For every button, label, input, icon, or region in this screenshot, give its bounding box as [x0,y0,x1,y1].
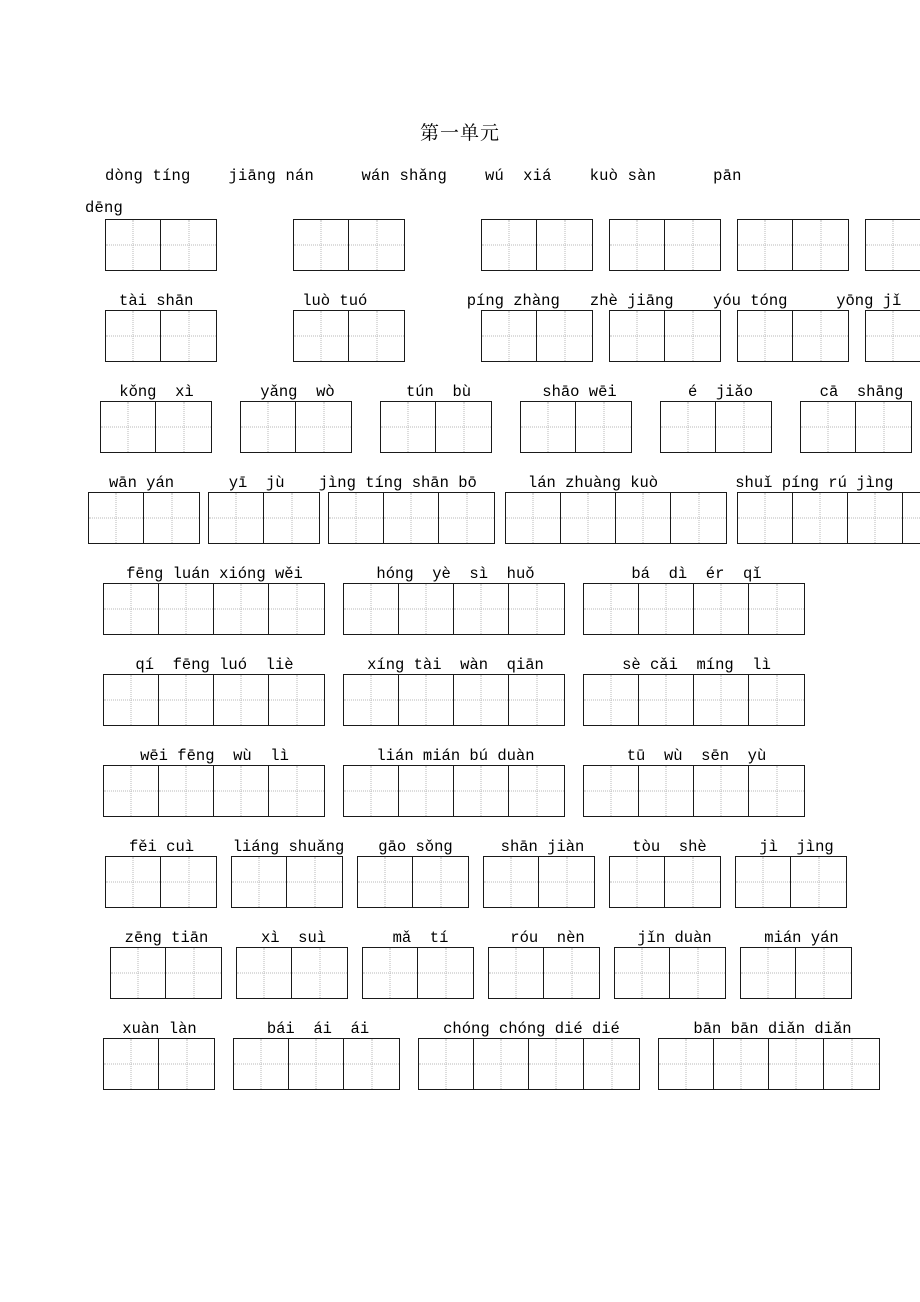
writing-cell[interactable] [665,857,720,907]
writing-box-group[interactable] [103,765,325,817]
pinyin-label: xuàn làn [122,1020,197,1038]
writing-cell[interactable] [716,402,771,452]
writing-box-group[interactable] [583,674,805,726]
writing-box-group[interactable] [343,674,565,726]
writing-box-group[interactable] [481,219,593,271]
writing-box-group[interactable] [488,947,600,999]
writing-cell[interactable] [264,493,319,543]
writing-cell[interactable] [791,857,846,907]
pinyin-label: wēi fēng wù lì [140,747,289,765]
writing-cell[interactable] [234,1039,289,1089]
exercise-row [0,739,920,821]
writing-box-group[interactable] [609,310,721,362]
writing-cell[interactable] [694,766,749,816]
writing-cell[interactable] [670,948,725,998]
exercise-row [0,648,920,730]
writing-cell[interactable] [769,1039,824,1089]
writing-cell[interactable] [418,948,473,998]
writing-box-group[interactable] [583,583,805,635]
pinyin-label: jìng tíng shān bō [318,474,477,492]
writing-cell[interactable] [214,766,269,816]
header-pinyin-line-2 [0,185,920,217]
writing-cell[interactable] [89,493,144,543]
exercise-sheet [0,219,920,1094]
writing-grid-row [0,401,920,457]
exercise-row [0,375,920,457]
writing-cell[interactable] [384,493,439,543]
writing-box-group[interactable] [105,219,217,271]
pinyin-label: tài shān [119,292,194,310]
writing-cell[interactable] [161,220,216,270]
writing-box-group[interactable] [233,1038,400,1090]
pinyin-label: chóng chóng dié dié [443,1020,620,1038]
writing-box-group[interactable] [293,219,405,271]
writing-box-group[interactable] [88,492,200,544]
writing-cell[interactable] [749,675,804,725]
writing-grid-row [0,674,920,730]
writing-cell[interactable] [454,584,509,634]
writing-cell[interactable] [738,220,793,270]
writing-box-group[interactable] [609,856,721,908]
writing-box-group[interactable] [105,856,217,908]
pinyin-label: shuǐ píng rú jìng [735,474,894,492]
writing-box-group[interactable] [103,583,325,635]
writing-cell[interactable] [544,948,599,998]
writing-box-group[interactable] [583,765,805,817]
exercise-row [0,466,920,548]
writing-cell[interactable] [289,1039,344,1089]
pinyin-prompt-row [0,921,920,947]
writing-cell[interactable] [665,220,720,270]
writing-cell[interactable] [292,948,347,998]
writing-cell[interactable] [344,675,399,725]
pinyin-label: yóu tóng [713,292,788,310]
writing-box-group[interactable] [293,310,405,362]
writing-cell[interactable] [159,1039,214,1089]
writing-cell[interactable] [489,948,544,998]
writing-cell[interactable] [436,402,491,452]
writing-cell[interactable] [399,675,454,725]
writing-box-group[interactable] [100,401,212,453]
exercise-row [0,284,920,366]
writing-cell[interactable] [856,402,911,452]
writing-cell[interactable] [866,311,920,361]
writing-box-group[interactable] [865,219,920,271]
pinyin-label: wān yán [108,474,175,492]
writing-cell[interactable] [848,493,903,543]
pinyin-label: gāo sǒng [378,838,453,856]
writing-cell[interactable] [694,675,749,725]
pinyin-prompt-row [0,284,920,310]
exercise-row [0,830,920,912]
pinyin-prompt-row [0,557,920,583]
writing-cell[interactable] [104,1039,159,1089]
writing-cell[interactable] [484,857,539,907]
writing-cell[interactable] [399,766,454,816]
writing-cell[interactable] [344,1039,399,1089]
pinyin-prompt-row [0,466,920,492]
pinyin-label: tún bù [405,383,472,401]
writing-cell[interactable] [349,311,404,361]
pinyin-label: jǐn duàn [637,929,712,947]
writing-cell[interactable] [506,493,561,543]
writing-box-group[interactable] [737,219,849,271]
writing-cell[interactable] [159,766,214,816]
writing-cell[interactable] [749,766,804,816]
writing-box-group[interactable] [614,947,726,999]
writing-cell[interactable] [738,311,793,361]
writing-cell[interactable] [329,493,384,543]
writing-grid-row [0,492,920,548]
pinyin-prompt-row [0,375,920,401]
pinyin-label: yǎng wò [260,383,335,401]
pinyin-label: róu nèn [510,929,585,947]
writing-cell[interactable] [159,584,214,634]
writing-cell[interactable] [269,584,324,634]
writing-cell[interactable] [738,493,793,543]
writing-cell[interactable] [509,584,564,634]
writing-cell[interactable] [296,402,351,452]
writing-cell[interactable] [521,402,576,452]
writing-cell[interactable] [509,766,564,816]
writing-cell[interactable] [101,402,156,452]
writing-cell[interactable] [106,220,161,270]
pinyin-label: kǒng xì [119,383,194,401]
pinyin-label: qí fēng luó liè [135,656,294,674]
exercise-row [0,1012,920,1094]
writing-cell[interactable] [659,1039,714,1089]
writing-cell[interactable] [714,1039,769,1089]
writing-cell[interactable] [793,493,848,543]
writing-grid-row [0,765,920,821]
writing-cell[interactable] [903,493,920,543]
writing-cell[interactable] [439,493,494,543]
header-pinyin-line-1 [0,145,920,185]
writing-cell[interactable] [866,220,920,270]
pinyin-label: sè cǎi míng lì [622,656,771,674]
writing-cell[interactable] [104,675,159,725]
writing-cell[interactable] [694,584,749,634]
writing-cell[interactable] [106,857,161,907]
writing-cell[interactable] [237,948,292,998]
writing-cell[interactable] [344,766,399,816]
writing-box-group[interactable] [357,856,469,908]
writing-cell[interactable] [358,857,413,907]
writing-box-group[interactable] [658,1038,880,1090]
writing-cell[interactable] [736,857,791,907]
writing-box-group[interactable] [343,583,565,635]
exercise-row [0,557,920,639]
writing-cell[interactable] [537,220,592,270]
pinyin-label: liáng shuǎng [232,838,345,856]
pinyin-label: lán zhuàng kuò [527,474,659,492]
writing-cell[interactable] [793,311,848,361]
pinyin-label: lián mián bú duàn [376,747,535,765]
writing-cell[interactable] [144,493,199,543]
writing-cell[interactable] [584,675,639,725]
writing-cell[interactable] [159,675,214,725]
writing-box-group[interactable] [103,674,325,726]
writing-box-group[interactable] [800,401,912,453]
writing-box-group[interactable] [418,1038,640,1090]
writing-cell[interactable] [381,402,436,452]
writing-cell[interactable] [509,675,564,725]
pinyin-label: bá dì ér qǐ [631,565,762,583]
writing-grid-row [0,583,920,639]
writing-cell[interactable] [482,220,537,270]
writing-cell[interactable] [639,584,694,634]
writing-cell[interactable] [615,948,670,998]
writing-cell[interactable] [419,1039,474,1089]
writing-box-group[interactable] [483,856,595,908]
pinyin-prompt-row [0,1012,920,1038]
writing-box-group[interactable] [735,856,847,908]
writing-grid-row [0,1038,920,1094]
writing-cell[interactable] [610,857,665,907]
writing-cell[interactable] [294,220,349,270]
pinyin-label: shān jiàn [500,838,585,856]
writing-cell[interactable] [639,675,694,725]
pinyin-label: xì suì [260,929,327,947]
writing-box-group[interactable] [505,492,727,544]
writing-grid-row [0,219,920,275]
writing-cell[interactable] [561,493,616,543]
writing-box-group[interactable] [737,310,849,362]
writing-box-group[interactable] [231,856,343,908]
writing-cell[interactable] [287,857,342,907]
writing-cell[interactable] [482,311,537,361]
writing-grid-row [0,947,920,1003]
writing-cell[interactable] [474,1039,529,1089]
pinyin-label: yī jù [228,474,285,492]
writing-cell[interactable] [584,584,639,634]
writing-box-group[interactable] [328,492,495,544]
pinyin-prompt-row [0,830,920,856]
writing-cell[interactable] [161,857,216,907]
writing-cell[interactable] [584,766,639,816]
pinyin-label: mǎ tí [392,929,449,947]
writing-cell[interactable] [413,857,468,907]
writing-cell[interactable] [665,311,720,361]
pinyin-label: bān bān diǎn diǎn [693,1020,852,1038]
page-title: 第一单元 [419,123,500,144]
pinyin-label: mián yán [764,929,839,947]
writing-box-group[interactable] [362,947,474,999]
writing-box-group[interactable] [208,492,320,544]
writing-cell[interactable] [349,220,404,270]
pinyin-label: fēng luán xióng wěi [126,565,303,583]
pinyin-label: cā shāng [819,383,904,401]
writing-cell[interactable] [104,766,159,816]
writing-cell[interactable] [166,948,221,998]
writing-cell[interactable] [104,584,159,634]
writing-cell[interactable] [824,1039,879,1089]
writing-cell[interactable] [294,311,349,361]
writing-cell[interactable] [616,493,671,543]
writing-cell[interactable] [454,675,509,725]
writing-box-group[interactable] [105,310,217,362]
writing-cell[interactable] [111,948,166,998]
pinyin-label: tū wù sēn yù [626,747,767,765]
pinyin-prompt-row [0,739,920,765]
writing-cell[interactable] [749,584,804,634]
writing-cell[interactable] [241,402,296,452]
writing-box-group[interactable] [737,492,920,544]
writing-cell[interactable] [661,402,716,452]
pinyin-label: shāo wēi [542,383,617,401]
writing-cell[interactable] [214,584,269,634]
writing-cell[interactable] [106,311,161,361]
writing-cell[interactable] [610,311,665,361]
writing-cell[interactable] [796,948,851,998]
writing-cell[interactable] [610,220,665,270]
header-pinyin-text-2: dēng [85,199,124,217]
writing-cell[interactable] [671,493,726,543]
writing-cell[interactable] [209,493,264,543]
pinyin-label: tòu shè [632,838,707,856]
writing-box-group[interactable] [740,947,852,999]
pinyin-label: fěi cuì [128,838,195,856]
writing-cell[interactable] [576,402,631,452]
writing-cell[interactable] [269,766,324,816]
writing-cell[interactable] [214,675,269,725]
pinyin-label: luò tuó [302,292,368,310]
pinyin-label: bái ái ái [266,1020,370,1038]
writing-cell[interactable] [156,402,211,452]
writing-box-group[interactable] [236,947,348,999]
pinyin-label: yōng jǐ [836,292,902,310]
writing-box-group[interactable] [520,401,632,453]
writing-cell[interactable] [639,766,694,816]
pinyin-label: zhè jiāng [589,292,674,310]
writing-cell[interactable] [529,1039,584,1089]
pinyin-label: é jiǎo [687,383,754,401]
writing-box-group[interactable] [660,401,772,453]
pinyin-label: zēng tiān [124,929,209,947]
writing-grid-row [0,310,920,366]
writing-box-group[interactable] [240,401,352,453]
pinyin-label: hóng yè sì huǒ [376,565,535,583]
writing-cell[interactable] [363,948,418,998]
writing-box-group[interactable] [103,1038,215,1090]
writing-box-group[interactable] [481,310,593,362]
writing-grid-row [0,856,920,912]
pinyin-prompt-row [0,648,920,674]
writing-box-group[interactable] [865,310,920,362]
pinyin-label: píng zhàng [466,292,560,310]
pinyin-label: xíng tài wàn qiān [367,656,544,674]
exercise-row [0,219,920,275]
writing-box-group[interactable] [609,219,721,271]
writing-cell[interactable] [161,311,216,361]
writing-box-group[interactable] [110,947,222,999]
writing-cell[interactable] [793,220,848,270]
writing-cell[interactable] [344,584,399,634]
writing-box-group[interactable] [343,765,565,817]
writing-cell[interactable] [539,857,594,907]
writing-cell[interactable] [584,1039,639,1089]
writing-cell[interactable] [399,584,454,634]
writing-cell[interactable] [232,857,287,907]
writing-cell[interactable] [537,311,592,361]
writing-cell[interactable] [801,402,856,452]
writing-cell[interactable] [454,766,509,816]
writing-cell[interactable] [269,675,324,725]
pinyin-label: jì jìng [759,838,834,856]
header-pinyin-text-1: dòng tíng jiāng nán wán shǎng wú xiá kuò sàn pān [105,167,742,185]
exercise-row [0,921,920,1003]
writing-box-group[interactable] [380,401,492,453]
writing-cell[interactable] [741,948,796,998]
